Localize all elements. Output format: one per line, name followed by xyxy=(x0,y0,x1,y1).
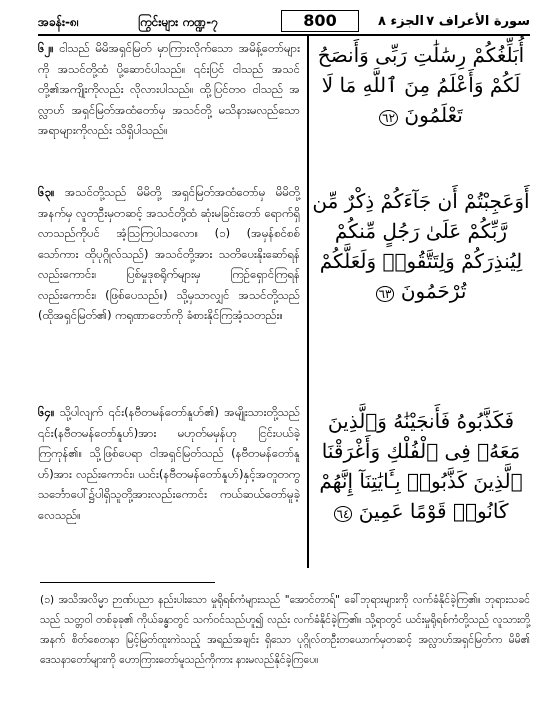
verse-number: ၆၂။ xyxy=(38,41,54,55)
arabic-text: أَوَعَجِبْتُمْ أَن جَآءَكُمْ ذِكْرٌ مِّن رَّبِّكُمْ عَلَىٰ رَجُلٍ مِّنكُمْ لِيُنذِرَكُمْ وَلِتَتَّقُوا۟ وَلَعَلَّكُمْ تُرْحَمُونَ xyxy=(312,189,530,303)
footnote xyxy=(40,590,530,670)
ayah-number: ٦٤ xyxy=(334,506,353,522)
verse-text: အသင်တို့သည် မိမိတို့ အရှင်မြတ်အထံတော်မှ မိမိတို့အနက်မှ လူတဦးမှတဆင့် အသင်တို့ထံ ဆုံးမခြင်းတော် ရောက်ရှိလာသည်ကိုပင် အံ့ဩကြပါသလော။ (၁) (အမှန်စင်စစ်သော်ကား ထိုပုဂ္ဂိုလ်သည်) အသင်တို့အား သတိပေးနိုးဆော်ရန်လည်းကောင်း၊ ပြစ်မှုဒုစရိုက်များမှ ကြဉ်ရှောင်ကြရန်လည်းကောင်း၊ (ဖြစ်ပေသည်။) သို့မှသာလျှင် အသင်တို့သည် (ထိုအရှင်မြတ်၏) ကရုဏာတော်ကို ခံစားနိုင်ကြအံ့သတည်း။ xyxy=(38,185,301,322)
ayah-number: ٦٢ xyxy=(379,110,398,126)
verse-number: ၆၃။ xyxy=(38,185,55,199)
footnote-rule xyxy=(40,582,215,583)
verse-63-translation xyxy=(38,182,300,326)
header-section: ကြွင်းများ ကဏ္ဍ-၇ xyxy=(138,15,218,29)
arabic-text: أُبَلِّغُكُمْ رِسَٰلَٰتِ رَبِّى وَأَنصَحُ لَكُمْ وَأَعْلَمُ مِنَ ٱللَّهِ مَا لَا تَعْلَمُونَ xyxy=(317,43,525,127)
page-body xyxy=(38,36,530,568)
footnote-marker: (၁) xyxy=(40,594,55,606)
verse-63-arabic xyxy=(312,186,530,309)
ayah-number: ٦٣ xyxy=(376,286,395,302)
arabic-text: فَكَذَّبُوهُ فَأَنجَيْنَٰهُ وَٱلَّذِينَ مَعَهُۥ فِى ٱلْفُلْكِ وَأَغْرَقْنَا ٱلَّذِينَ كَذَّبُوا۟ بِـَٔايَٰتِنَآ إِنَّهُمْ كَانُوا۟ قَوْمًا عَمِينَ xyxy=(319,409,523,523)
verse-62-translation xyxy=(38,38,300,141)
verse-number: ၆၄။ xyxy=(38,405,55,419)
verse-64-translation xyxy=(38,402,300,525)
page-number: 800 xyxy=(281,10,359,32)
page-header xyxy=(38,10,530,36)
verse-text: သို့ပါလျက် ၎င်း(နဗီတမန်တော်နူဟ်၏) အမျိုးသားတို့သည် ၎င်း(နဗီတမန်တော်နူဟ်)အား မဟုတ်မမှန်ဟု ငြင်းပယ်ခဲ့ကြကုန်၏။ သို့ဖြစ်ပေရာ ငါအရှင်မြတ်သည် (နဗီတမန်တော်နူဟ်)အား လည်းကောင်း၊ ယင်း(နဗီတမန်တော်နူဟ်)နှင့်အတူတကွ သင်္ဘောပေါ်၌ပါရှိသူတို့အားလည်းကောင်း ကယ်ဆယ်တော်မူခဲ့လေသည်။ xyxy=(38,405,300,522)
header-sura: سورة الأعراف ٧ xyxy=(426,14,530,29)
header-juz: الجزء ٨ xyxy=(378,14,424,29)
column-divider xyxy=(307,36,309,568)
header-chapter: အခန်း-၈၊ xyxy=(38,15,79,29)
verse-62-arabic xyxy=(312,40,530,133)
footnote-text: အသိအလိမ္မာ ဉာဏ်ပညာ နည်းပါးသော မှုရိုရစ်ကံများသည် "အောင်တာရ်" ခေါ်ဘုရားများကို လက်ခံနိုင်ခဲ့ကြ၏။ ဘုရားသခင်သည် သတ္တဝါ တစ်ခုခု၏ ကိုယ်ခန္ဓာတွင် သက်ဝင်သည်ဟူ၍ လည်း လက်ခံနိုင်ခဲ့ကြ၏။ သို့ရာတွင် ယင်းမှုရိုရစ်ကံတို့သည် လူသားတို့အနက် စိတ်စေတနာ မြင့်မြတ်ထူးကဲသည့် အရည်အချင်း ရှိသော ပုဂ္ဂိုလ်တဦးတယောက်မှတဆင့် အလ္လာဟ်အရှင်မြတ်က မိမိ၏ ဒေသနာတော်များကို ဟောကြားတော်မူသည်ကိုကား နားမလည်နိုင်ခဲ့ကြပေ။ xyxy=(40,594,530,666)
verse-text: ငါသည် မိမိအရှင်မြတ် မှာကြားလိုက်သော အမိန့်တော်များကို အသင်တို့ထံ ပို့ဆောင်ပါသည်။ ၎င်းပြင် ငါသည် အသင်တို့၏အကျိုးကိုလည်း လိုလားပါသည်။ ထို့ပြင်တဝ ငါသည် အလ္လာဟ် အရှင်မြတ်အထံတော်မှ အသင်တို့ မသိနားမလည်သော အရာများကိုလည်း သိရှိပါသည်။ xyxy=(38,41,300,137)
verse-64-arabic xyxy=(312,406,530,529)
